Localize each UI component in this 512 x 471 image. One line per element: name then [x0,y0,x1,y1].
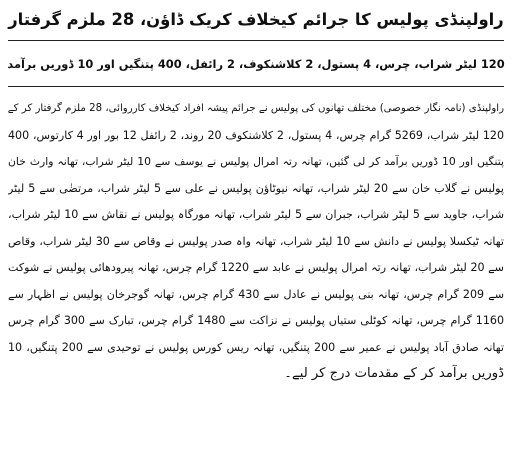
body-line: شراب، جاوید سے 5 لیٹر شراب، جبران سے 5 لیٹر شراب، تھانہ مورگاہ پولیس نے نقاش سے 10 لیٹر شراب، [8,208,504,221]
divider-top [8,40,504,41]
article-subheadline: 120 لیٹر شراب، چرس، 4 پستول، 2 کلاشنکوف، 2 رائفل، 400 پتنگیں اور 10 ڈوریں برآمد [7,57,505,71]
body-line: پولیس نے گلاب خان سے 20 لیٹر شراب، تھانہ نیوٹاؤن پولیس نے علی سے 5 لیٹر شراب، مرتضٰی سے 5 لیٹر [8,181,504,195]
body-line: راولپنڈی (نامہ نگار خصوصی) مختلف تھانوں کی پولیس نے جرائم پیشہ افراد کیخلاف کارروائی، 28 ملزم گرفتار کر کے [8,103,504,114]
divider-bottom [8,86,504,87]
body-line-last: ڈوریں برآمد کر کے مقدمات درج کر لیے۔ [284,366,504,381]
body-line: تھانہ صادق آباد پولیس نے عمیر سے 200 پتنگیں، تھانہ ریس کورس پولیس نے توحیدی سے 200 پتنگیں، 10 [8,340,504,354]
body-line: 120 لیٹر شراب، 5269 گرام چرس، 4 پستول، 2 کلاشنکوف 20 روند، 2 رائفل 12 بور اور 4 کارتوس، 400 [8,128,504,142]
body-line: 1160 گرام چرس، تھانہ کوٹلی ستیاں پولیس نے نزاکت سے 1480 گرام چرس، تبارک سے 300 گرام چرس [8,314,504,327]
body-line: تھانہ ٹیکسلا پولیس نے دانش سے 10 لیٹر شراب، تھانہ واہ صدر پولیس نے وقاص سے 30 لیٹر شراب، وقاص [8,234,504,248]
article-headline: راولپنڈی پولیس کا جرائم کیخلاف کریک ڈاؤن، 28 ملزم گرفتار [8,10,504,29]
body-line: سے 20 لیٹر شراب، تھانہ رتہ امرال پولیس نے عابد سے 1220 گرام چرس، تھانہ پیرودھائی پولیس نے شوکت [8,261,504,274]
body-line: سے 209 گرام چرس، تھانہ بنی پولیس نے عادل سے 430 گرام چرس، تھانہ گوجرخان پولیس نے اظہار سے [8,287,504,301]
article-body [8,96,504,388]
body-line: پتنگیں اور 10 ڈوریں برآمد کر لی گئیں، تھانہ رتہ امرال پولیس نے یوسف سے 10 لیٹر شراب، تھانہ وارث خان [8,155,504,168]
